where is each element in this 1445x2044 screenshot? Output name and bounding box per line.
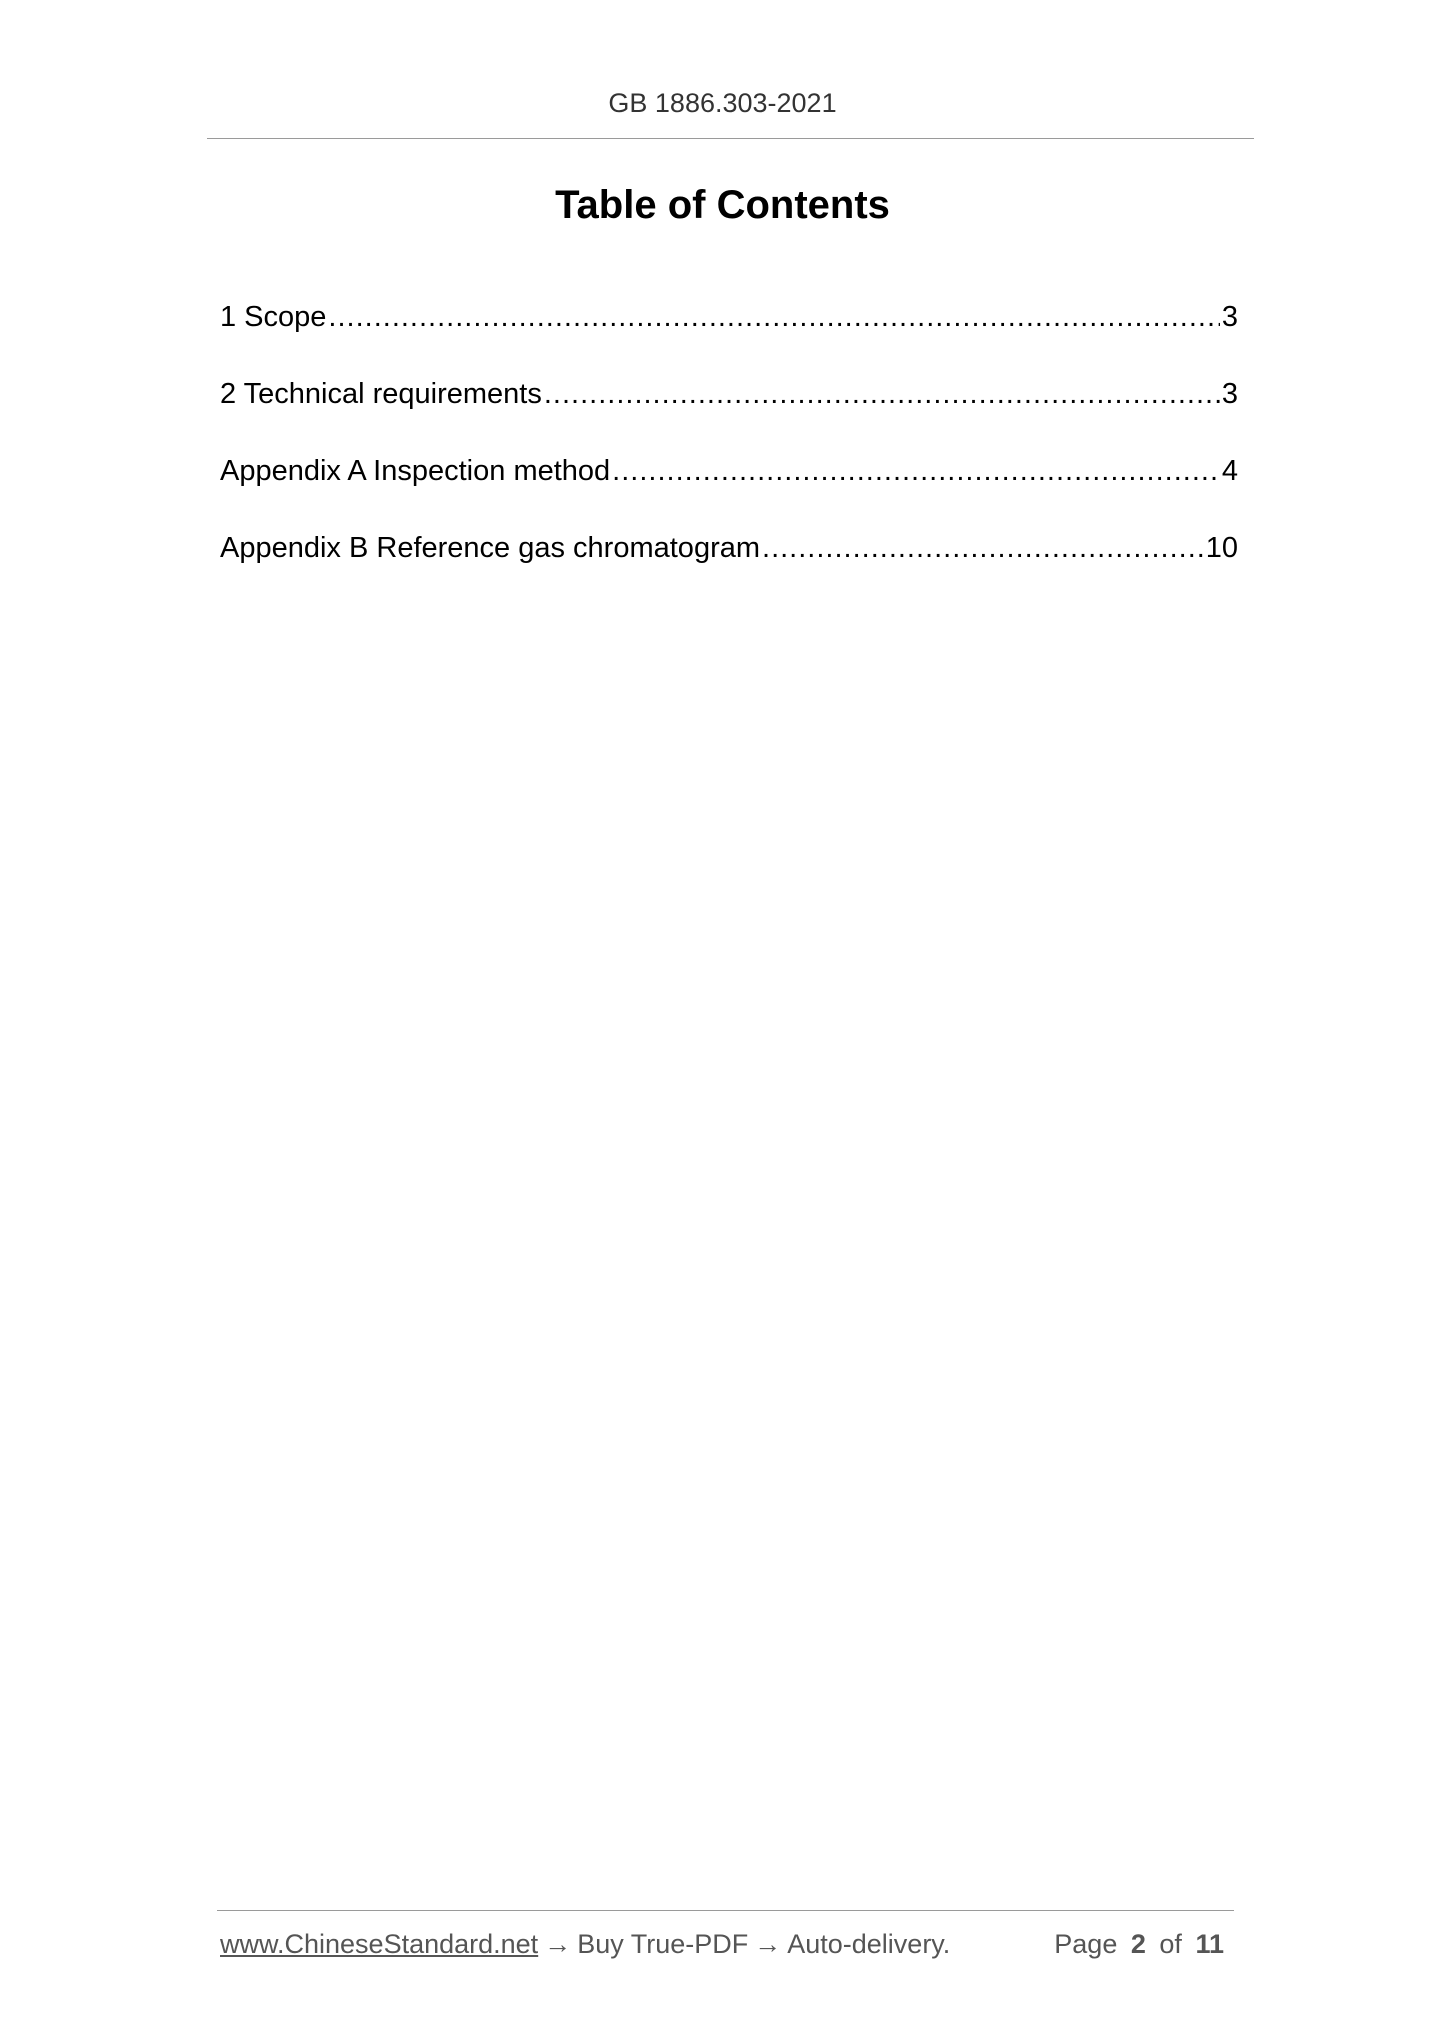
toc-entry-page: 10	[1205, 532, 1238, 564]
toc-entry-appendix-b[interactable]	[220, 532, 1238, 609]
dot-leader	[328, 301, 1219, 334]
toc-entry-page: 4	[1221, 455, 1238, 487]
toc-entry-label: Appendix A Inspection method	[220, 455, 611, 487]
toc-entry-label: 2 Technical requirements	[220, 378, 542, 410]
toc-entry-appendix-a[interactable]	[220, 455, 1238, 532]
footer-promo	[220, 1929, 950, 1960]
of-word: of	[1159, 1929, 1182, 1959]
dot-leader	[762, 532, 1204, 565]
delivery-text: Auto-delivery.	[787, 1929, 951, 1959]
page-word: Page	[1054, 1929, 1118, 1959]
page-number	[1054, 1929, 1230, 1960]
toc-entry-label: Appendix B Reference gas chromatogram	[220, 532, 761, 564]
arrow-right-icon: →	[544, 1929, 572, 1959]
arrow-right-icon: →	[754, 1929, 782, 1959]
dot-leader	[612, 455, 1220, 488]
toc-entry-technical-requirements[interactable]	[220, 378, 1238, 455]
toc-entry-page: 3	[1221, 301, 1238, 333]
current-page: 2	[1130, 1929, 1146, 1959]
toc-entry-page: 3	[1221, 378, 1238, 410]
buy-text: Buy True-PDF	[577, 1929, 749, 1959]
website-link[interactable]: www.ChineseStandard.net	[220, 1929, 539, 1959]
total-pages: 11	[1195, 1929, 1224, 1959]
toc-entry-label: 1 Scope	[220, 301, 327, 333]
table-of-contents	[220, 301, 1238, 609]
page-title: Table of Contents	[555, 183, 890, 227]
toc-entry-scope[interactable]	[220, 301, 1238, 378]
footer-divider	[217, 1910, 1234, 1911]
dot-leader	[544, 378, 1220, 411]
header-divider	[207, 138, 1254, 139]
running-header: GB 1886.303-2021	[608, 88, 837, 118]
